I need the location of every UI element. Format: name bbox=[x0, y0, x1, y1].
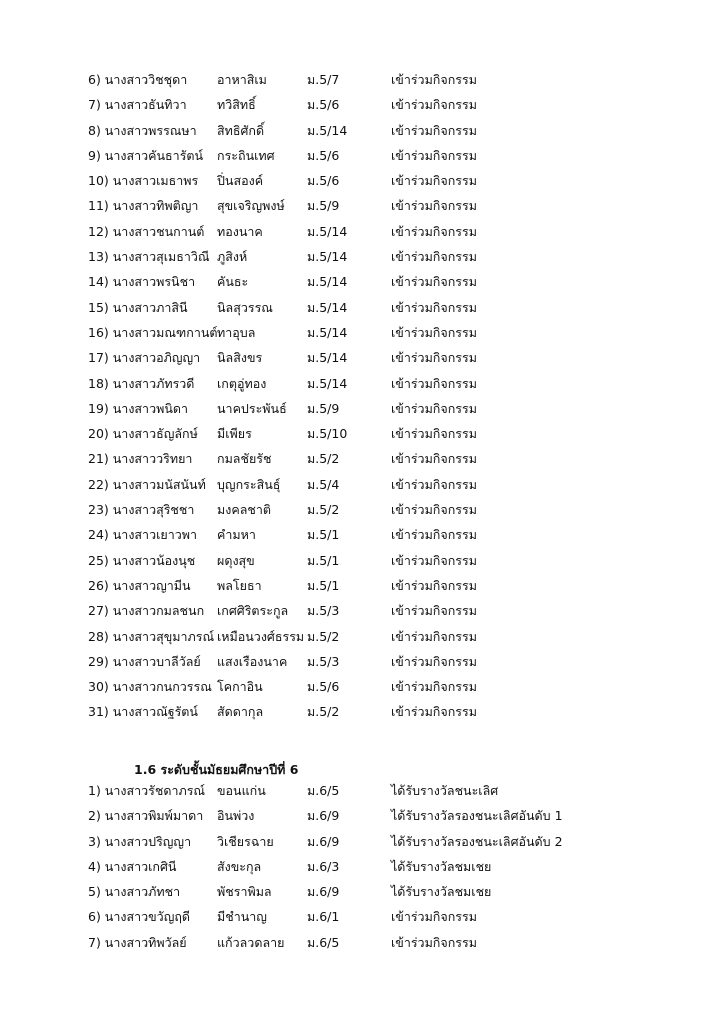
list-item bbox=[88, 118, 688, 143]
student-surname: ทองนาค bbox=[217, 223, 263, 239]
student-surname: ภูสิงห์ bbox=[217, 249, 248, 265]
list-item bbox=[88, 649, 688, 674]
list-item bbox=[88, 598, 688, 623]
student-surname: คำมหา bbox=[217, 527, 256, 543]
student-class: ม.5/14 bbox=[307, 299, 348, 315]
student-class: ม.5/2 bbox=[307, 704, 340, 720]
student-surname: กระถินเทศ bbox=[217, 147, 275, 163]
student-name: 4) นางสาวเกศินี bbox=[88, 858, 177, 874]
student-name: 28) นางสาวสุขุมาภรณ์ bbox=[88, 628, 215, 644]
student-surname: เกศศิริตระกูล bbox=[217, 603, 289, 619]
student-class: ม.5/6 bbox=[307, 97, 340, 113]
student-class: ม.5/14 bbox=[307, 350, 348, 366]
activity-result: เข้าร่วมกิจกรรม bbox=[391, 249, 477, 265]
list-item bbox=[88, 472, 688, 497]
activity-result: เข้าร่วมกิจกรรม bbox=[391, 426, 477, 442]
student-surname: เหมือนวงศ์ธรรม bbox=[217, 628, 305, 644]
student-name: 23) นางสาวสุริชชา bbox=[88, 502, 195, 518]
participant-list-grade6 bbox=[88, 778, 688, 955]
list-item bbox=[88, 371, 688, 396]
student-surname: เกตุอู่ทอง bbox=[217, 375, 267, 391]
student-name: 24) นางสาวเยาวพา bbox=[88, 527, 197, 543]
student-name: 1) นางสาวรัชดาภรณ์ bbox=[88, 783, 206, 798]
student-class: ม.5/14 bbox=[307, 274, 348, 290]
activity-result: ได้รับรางวัลชมเชย bbox=[391, 884, 492, 900]
list-item bbox=[88, 168, 688, 193]
student-class: ม.6/1 bbox=[307, 909, 340, 925]
student-surname: มีเพียร bbox=[217, 426, 252, 442]
section-heading: 1.6 ระดับชั้นมัธยมศึกษาปีที่ 6 bbox=[134, 762, 299, 777]
student-class: ม.6/3 bbox=[307, 858, 340, 874]
student-name: 30) นางสาวกนกวรรณ bbox=[88, 679, 212, 695]
student-class: ม.5/6 bbox=[307, 173, 340, 189]
activity-result: เข้าร่วมกิจกรรม bbox=[391, 72, 477, 87]
student-surname: สังขะกุล bbox=[217, 858, 262, 874]
student-surname: วิเชียรฉาย bbox=[217, 833, 274, 849]
list-item bbox=[88, 345, 688, 370]
student-name: 20) นางสาวธัญลักษ์ bbox=[88, 426, 198, 442]
list-item bbox=[88, 193, 688, 218]
student-name: 7) นางสาวธันทิวา bbox=[88, 97, 187, 113]
student-surname: แสงเรืองนาค bbox=[217, 653, 288, 669]
activity-result: เข้าร่วมกิจกรรม bbox=[391, 527, 477, 543]
activity-result: เข้าร่วมกิจกรรม bbox=[391, 577, 477, 593]
list-item bbox=[88, 778, 688, 803]
student-surname: นาคประพันธ์ bbox=[217, 400, 287, 416]
student-name: 17) นางสาวอภิญญา bbox=[88, 350, 201, 366]
list-item bbox=[88, 854, 688, 879]
student-surname: คันธะ bbox=[217, 274, 249, 290]
list-item bbox=[88, 699, 688, 724]
student-class: ม.5/7 bbox=[307, 72, 340, 87]
activity-result: เข้าร่วมกิจกรรม bbox=[391, 476, 477, 492]
participant-list-grade5 bbox=[88, 67, 688, 725]
activity-result: ได้รับรางวัลรองชนะเลิศอันดับ 2 bbox=[391, 833, 563, 849]
list-item bbox=[88, 92, 688, 117]
activity-result: เข้าร่วมกิจกรรม bbox=[391, 502, 477, 518]
student-class: ม.5/1 bbox=[307, 552, 340, 568]
student-class: ม.5/3 bbox=[307, 653, 340, 669]
list-item bbox=[88, 269, 688, 294]
student-name: 14) นางสาวพรนิชา bbox=[88, 274, 196, 290]
activity-result: เข้าร่วมกิจกรรม bbox=[391, 375, 477, 391]
activity-result: เข้าร่วมกิจกรรม bbox=[391, 223, 477, 239]
student-surname: สุขเจริญพงษ์ bbox=[217, 198, 285, 214]
list-item bbox=[88, 143, 688, 168]
student-class: ม.5/14 bbox=[307, 249, 348, 265]
student-name: 16) นางสาวมณฑกานต์ bbox=[88, 324, 218, 340]
list-item bbox=[88, 320, 688, 345]
student-name: 19) นางสาวพนิดา bbox=[88, 400, 189, 416]
student-class: ม.6/5 bbox=[307, 934, 340, 950]
activity-result: ได้รับรางวัลรองชนะเลิศอันดับ 1 bbox=[391, 808, 563, 824]
student-surname: ขอนแก่น bbox=[217, 783, 266, 798]
student-surname: ทวิสิทธิ์ bbox=[217, 97, 256, 113]
list-item bbox=[88, 522, 688, 547]
student-class: ม.5/9 bbox=[307, 400, 340, 416]
list-item bbox=[88, 803, 688, 828]
student-surname: อินพ่วง bbox=[217, 808, 255, 824]
list-item bbox=[88, 446, 688, 471]
list-item bbox=[88, 421, 688, 446]
student-name: 11) นางสาวทิพติญา bbox=[88, 198, 199, 214]
student-surname: โคกาอิน bbox=[217, 679, 263, 695]
student-surname: ผดุงสุข bbox=[217, 552, 255, 568]
student-name: 18) นางสาวภัทรวดี bbox=[88, 375, 195, 391]
student-name: 5) นางสาวภัทชา bbox=[88, 884, 181, 900]
student-name: 6) นางสาวขวัญฤดี bbox=[88, 909, 191, 925]
student-class: ม.5/14 bbox=[307, 324, 348, 340]
student-name: 26) นางสาวญามีน bbox=[88, 577, 191, 593]
list-item bbox=[88, 674, 688, 699]
list-item bbox=[88, 624, 688, 649]
student-class: ม.5/2 bbox=[307, 451, 340, 467]
list-item bbox=[88, 219, 688, 244]
list-item bbox=[88, 67, 688, 92]
activity-result: เข้าร่วมกิจกรรม bbox=[391, 173, 477, 189]
student-surname: ปิ่นสองค์ bbox=[217, 173, 264, 189]
student-name: 8) นางสาวพรรณษา bbox=[88, 122, 197, 138]
list-item bbox=[88, 573, 688, 598]
list-item bbox=[88, 829, 688, 854]
list-item bbox=[88, 879, 688, 904]
list-item bbox=[88, 930, 688, 955]
activity-result: เข้าร่วมกิจกรรม bbox=[391, 628, 477, 644]
student-class: ม.5/2 bbox=[307, 502, 340, 518]
student-class: ม.5/14 bbox=[307, 223, 348, 239]
activity-result: เข้าร่วมกิจกรรม bbox=[391, 147, 477, 163]
list-item bbox=[88, 904, 688, 929]
activity-result: เข้าร่วมกิจกรรม bbox=[391, 299, 477, 315]
student-surname: สัดดากุล bbox=[217, 704, 264, 720]
activity-result: เข้าร่วมกิจกรรม bbox=[391, 679, 477, 695]
list-item bbox=[88, 497, 688, 522]
student-class: ม.6/9 bbox=[307, 833, 340, 849]
student-name: 9) นางสาวคันธารัตน์ bbox=[88, 147, 204, 163]
activity-result: เข้าร่วมกิจกรรม bbox=[391, 552, 477, 568]
student-surname: มีชำนาญ bbox=[217, 909, 267, 925]
activity-result: เข้าร่วมกิจกรรม bbox=[391, 934, 477, 950]
activity-result: เข้าร่วมกิจกรรม bbox=[391, 324, 477, 340]
activity-result: เข้าร่วมกิจกรรม bbox=[391, 653, 477, 669]
activity-result: ได้รับรางวัลชนะเลิศ bbox=[391, 783, 499, 798]
student-name: 29) นางสาวบาลีวัลย์ bbox=[88, 653, 201, 669]
student-name: 21) นางสาววริทยา bbox=[88, 451, 193, 467]
activity-result: ได้รับรางวัลชมเชย bbox=[391, 858, 492, 874]
student-name: 15) นางสาวภาสินี bbox=[88, 299, 188, 315]
activity-result: เข้าร่วมกิจกรรม bbox=[391, 198, 477, 214]
student-name: 12) นางสาวชนกานต์ bbox=[88, 223, 205, 239]
student-class: ม.6/5 bbox=[307, 783, 340, 798]
student-name: 31) นางสาวณัฐรัตน์ bbox=[88, 704, 198, 720]
student-surname: มงคลชาติ bbox=[217, 502, 271, 518]
student-class: ม.5/1 bbox=[307, 527, 340, 543]
student-surname: สิทธิศักดิ์ bbox=[217, 122, 265, 138]
student-surname: อาหาสิเม bbox=[217, 72, 267, 87]
student-name: 7) นางสาวทิพวัลย์ bbox=[88, 934, 187, 950]
activity-result: เข้าร่วมกิจกรรม bbox=[391, 350, 477, 366]
student-name: 13) นางสาวสุเมธาวิณี bbox=[88, 249, 210, 265]
student-surname: ทาอุบล bbox=[217, 324, 256, 340]
list-item bbox=[88, 295, 688, 320]
student-surname: แก้วลวดลาย bbox=[217, 934, 285, 950]
activity-result: เข้าร่วมกิจกรรม bbox=[391, 603, 477, 619]
student-class: ม.5/6 bbox=[307, 147, 340, 163]
activity-result: เข้าร่วมกิจกรรม bbox=[391, 274, 477, 290]
student-class: ม.5/10 bbox=[307, 426, 348, 442]
student-surname: นิลสุวรรณ bbox=[217, 299, 273, 315]
activity-result: เข้าร่วมกิจกรรม bbox=[391, 451, 477, 467]
activity-result: เข้าร่วมกิจกรรม bbox=[391, 704, 477, 720]
student-class: ม.5/6 bbox=[307, 679, 340, 695]
student-class: ม.5/4 bbox=[307, 476, 340, 492]
student-name: 22) นางสาวมนัสนันท์ bbox=[88, 476, 206, 492]
student-class: ม.5/14 bbox=[307, 375, 348, 391]
list-item bbox=[88, 244, 688, 269]
student-name: 3) นางสาวปริญญา bbox=[88, 833, 192, 849]
student-class: ม.5/2 bbox=[307, 628, 340, 644]
activity-result: เข้าร่วมกิจกรรม bbox=[391, 400, 477, 416]
student-surname: นิลสิงขร bbox=[217, 350, 263, 366]
student-class: ม.6/9 bbox=[307, 808, 340, 824]
student-surname: กมลชัยรัช bbox=[217, 451, 272, 467]
student-name: 10) นางสาวเมธาพร bbox=[88, 173, 199, 189]
activity-result: เข้าร่วมกิจกรรม bbox=[391, 97, 477, 113]
student-class: ม.5/3 bbox=[307, 603, 340, 619]
student-surname: พัชราพิมล bbox=[217, 884, 272, 900]
student-class: ม.6/9 bbox=[307, 884, 340, 900]
student-name: 6) นางสาววิชชุดา bbox=[88, 72, 188, 87]
student-name: 2) นางสาวพิมพ์มาดา bbox=[88, 808, 204, 824]
student-class: ม.5/1 bbox=[307, 577, 340, 593]
student-name: 25) นางสาวน้องนุช bbox=[88, 552, 196, 568]
student-class: ม.5/14 bbox=[307, 122, 348, 138]
student-class: ม.5/9 bbox=[307, 198, 340, 214]
list-item bbox=[88, 396, 688, 421]
student-surname: บุญกระสินธุ์ bbox=[217, 476, 281, 492]
activity-result: เข้าร่วมกิจกรรม bbox=[391, 909, 477, 925]
list-item bbox=[88, 548, 688, 573]
student-name: 27) นางสาวกมลชนก bbox=[88, 603, 205, 619]
activity-result: เข้าร่วมกิจกรรม bbox=[391, 122, 477, 138]
student-surname: พลโยธา bbox=[217, 577, 262, 593]
